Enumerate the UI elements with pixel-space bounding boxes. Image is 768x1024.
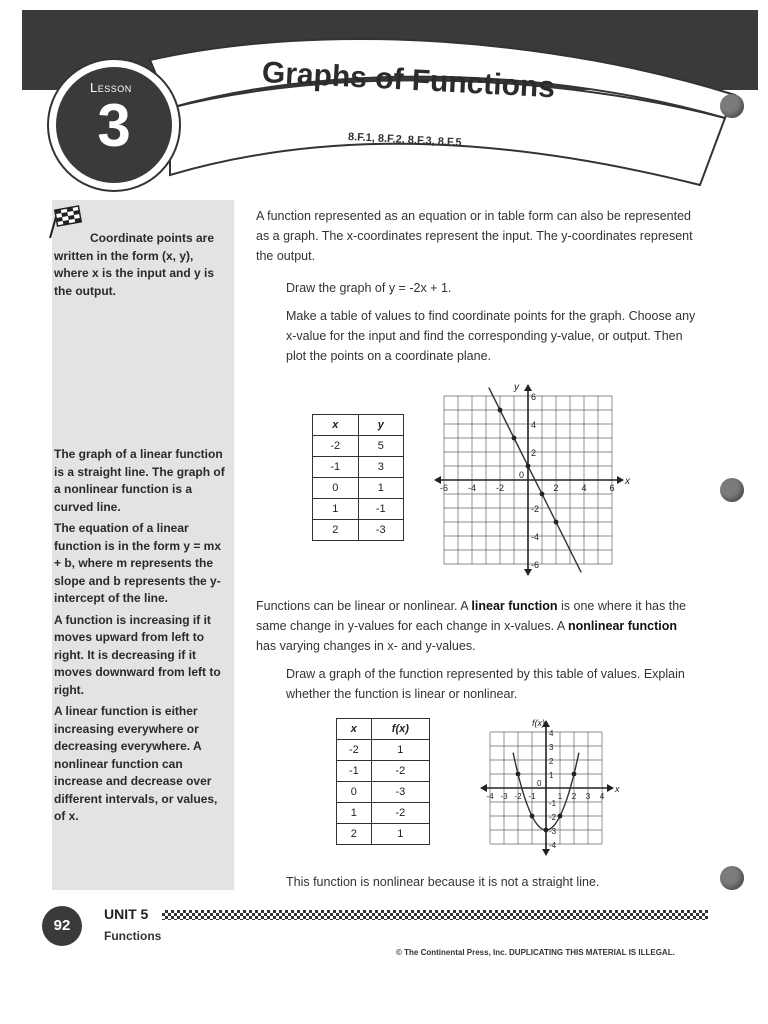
x-tick-label: 1 bbox=[557, 792, 563, 801]
data-point bbox=[530, 814, 535, 819]
x-tick-label: -3 bbox=[500, 792, 508, 801]
data-point bbox=[572, 772, 577, 777]
table-cell: -3 bbox=[371, 782, 429, 803]
y-axis-label: f(x) bbox=[532, 718, 545, 728]
y-tick-label: 4 bbox=[549, 729, 554, 738]
table-cell: 2 bbox=[313, 520, 359, 541]
x-tick-label: -2 bbox=[514, 792, 522, 801]
linear-nonlinear-paragraph bbox=[256, 596, 696, 656]
paragraph-text: has varying changes in x- and y-values. bbox=[256, 639, 476, 653]
data-point bbox=[512, 436, 517, 441]
x-tick-label: 4 bbox=[599, 792, 605, 801]
sidebar-notes-group bbox=[54, 446, 226, 830]
x-tick-label: -2 bbox=[495, 483, 505, 493]
table-row bbox=[313, 499, 404, 520]
copyright-notice: © The Continental Press, Inc. DUPLICATING THIS MATERIAL IS ILLEGAL. bbox=[396, 948, 675, 957]
y-tick-label: 1 bbox=[549, 771, 554, 780]
y-tick-label: 4 bbox=[531, 420, 537, 430]
sidebar-note-intervals: A linear function is either increasing everywhere or decreasing everywhere. A nonlinear function can increase and decrease over different intervals, or values, of x. bbox=[54, 704, 218, 823]
lesson-label: Lesson bbox=[90, 80, 132, 95]
unit-label: UNIT 5 bbox=[104, 906, 149, 922]
y-tick-label: -1 bbox=[549, 799, 557, 808]
sidebar-note-linear-graph: The graph of a linear function is a straight line. The graph of a nonlinear function is a curved line. bbox=[54, 447, 225, 514]
y-tick-label: 3 bbox=[549, 743, 554, 752]
x-axis-label: x bbox=[615, 784, 620, 794]
x-axis-arrow bbox=[607, 784, 614, 792]
table-row bbox=[313, 520, 404, 541]
x-tick-label: 3 bbox=[585, 792, 591, 801]
y-tick-label: -4 bbox=[531, 532, 540, 542]
data-point bbox=[498, 408, 503, 413]
checkered-rule bbox=[162, 910, 708, 920]
y-tick-label: -6 bbox=[531, 560, 540, 570]
standards-list: 8.F.1, 8.F.2, 8.F.3, 8.F.5 bbox=[347, 131, 462, 149]
data-point bbox=[516, 772, 521, 777]
table-cell: -2 bbox=[337, 740, 372, 761]
x-tick-label: 2 bbox=[571, 792, 577, 801]
data-point bbox=[558, 814, 563, 819]
data-point bbox=[554, 520, 559, 525]
example1-prompt: Draw the graph of y = -2x + 1. bbox=[286, 281, 452, 295]
table-row bbox=[337, 803, 430, 824]
table-cell: 1 bbox=[337, 803, 372, 824]
table-header: y bbox=[358, 415, 404, 436]
table-row bbox=[337, 782, 430, 803]
values-table-linear bbox=[312, 414, 404, 541]
values-table-nonlinear bbox=[336, 718, 430, 845]
conclusion-text: This function is nonlinear because it is not a straight line. bbox=[286, 875, 600, 888]
sidebar-note-linear-equation: The equation of a linear function is in the form y = mx + b, where m represents the slope and b represents the y-intercept of the line. bbox=[54, 521, 222, 605]
data-point bbox=[526, 464, 531, 469]
term-nonlinear-function: nonlinear function bbox=[568, 619, 678, 633]
x-axis-label: x bbox=[625, 476, 630, 487]
page-number: 92 bbox=[42, 906, 82, 946]
table-cell: 0 bbox=[313, 478, 359, 499]
lesson-number: 3 bbox=[97, 92, 131, 159]
graph-linear-function bbox=[428, 380, 648, 580]
sidebar-note-text: Coordinate points are written in the form (x, y), where x is the input and y is the output. bbox=[54, 231, 215, 298]
x-tick-label: -1 bbox=[528, 792, 536, 801]
table-header: x bbox=[313, 415, 359, 436]
y-tick-label: -2 bbox=[549, 813, 557, 822]
table-cell: 0 bbox=[337, 782, 372, 803]
y-tick-label: 2 bbox=[549, 757, 554, 766]
x-tick-label: 2 bbox=[553, 483, 559, 493]
y-tick-label: -4 bbox=[549, 841, 557, 850]
y-axis-arrow bbox=[542, 849, 550, 856]
x-tick-label: -4 bbox=[486, 792, 494, 801]
x-tick-label: 4 bbox=[581, 483, 587, 493]
table-cell: 1 bbox=[371, 740, 429, 761]
sidebar-note-increasing: A function is increasing if it moves upward from left to right. It is decreasing if it moves downward from left to right. bbox=[54, 612, 221, 697]
unit-subtitle: Functions bbox=[104, 929, 162, 943]
table-row bbox=[337, 740, 430, 761]
example2-prompt: Draw a graph of the function represented by this table of values. Explain whether the function is linear or nonlinear. bbox=[286, 667, 685, 701]
table-cell: -1 bbox=[313, 457, 359, 478]
table-row bbox=[337, 824, 430, 845]
table-header: f(x) bbox=[371, 719, 429, 740]
paragraph-text: is one where it has the same change in y-values for each change in x-values. A bbox=[256, 599, 687, 633]
y-tick-label: 2 bbox=[531, 448, 537, 458]
page-title: Graphs of Functions bbox=[261, 56, 556, 105]
y-tick-label: 6 bbox=[531, 392, 537, 402]
x-tick-label: -4 bbox=[467, 483, 477, 493]
binder-hole bbox=[720, 478, 744, 502]
x-axis-arrow bbox=[480, 784, 487, 792]
y-axis-arrow bbox=[524, 569, 532, 576]
graph-nonlinear-function bbox=[466, 708, 626, 868]
table-row bbox=[313, 478, 404, 499]
origin-label: 0 bbox=[537, 779, 542, 788]
binder-hole bbox=[720, 866, 744, 890]
table-row bbox=[337, 761, 430, 782]
table-cell: -2 bbox=[371, 761, 429, 782]
table-cell: -1 bbox=[358, 499, 404, 520]
paragraph-text: Functions can be linear or nonlinear. A bbox=[256, 599, 472, 613]
data-point bbox=[540, 492, 545, 497]
term-linear-function: linear function bbox=[471, 599, 558, 613]
table-cell: 1 bbox=[358, 478, 404, 499]
table-cell: -3 bbox=[358, 520, 404, 541]
x-axis-arrow bbox=[617, 476, 624, 484]
table-cell: -1 bbox=[337, 761, 372, 782]
table-cell: 1 bbox=[313, 499, 359, 520]
table-row bbox=[313, 457, 404, 478]
data-point bbox=[544, 828, 549, 833]
intro-paragraph: A function represented as an equation or in table form can also be represented as a graph. The x-coordinates represent the input. The y-coordinates represent the output. bbox=[256, 209, 693, 263]
origin-label: 0 bbox=[519, 470, 525, 480]
table-cell: 2 bbox=[337, 824, 372, 845]
x-tick-label: -6 bbox=[439, 483, 449, 493]
example1-steps: Make a table of values to find coordinate points for the graph. Choose any x-value for the input and find the corresponding y-value, or output. Then plot the points on a coordinate plane. bbox=[286, 309, 696, 363]
binder-hole bbox=[720, 94, 744, 118]
y-axis-arrow bbox=[524, 384, 532, 391]
y-axis-label: y bbox=[514, 382, 519, 393]
y-tick-label: -3 bbox=[549, 827, 557, 836]
table-cell: 3 bbox=[358, 457, 404, 478]
table-cell: 1 bbox=[371, 824, 429, 845]
y-tick-label: -2 bbox=[531, 504, 540, 514]
sidebar-note-coordinates bbox=[54, 230, 226, 304]
table-cell: -2 bbox=[371, 803, 429, 824]
x-tick-label: 6 bbox=[609, 483, 615, 493]
table-header: x bbox=[337, 719, 372, 740]
table-cell: 5 bbox=[358, 436, 404, 457]
table-cell: -2 bbox=[313, 436, 359, 457]
table-row bbox=[313, 436, 404, 457]
